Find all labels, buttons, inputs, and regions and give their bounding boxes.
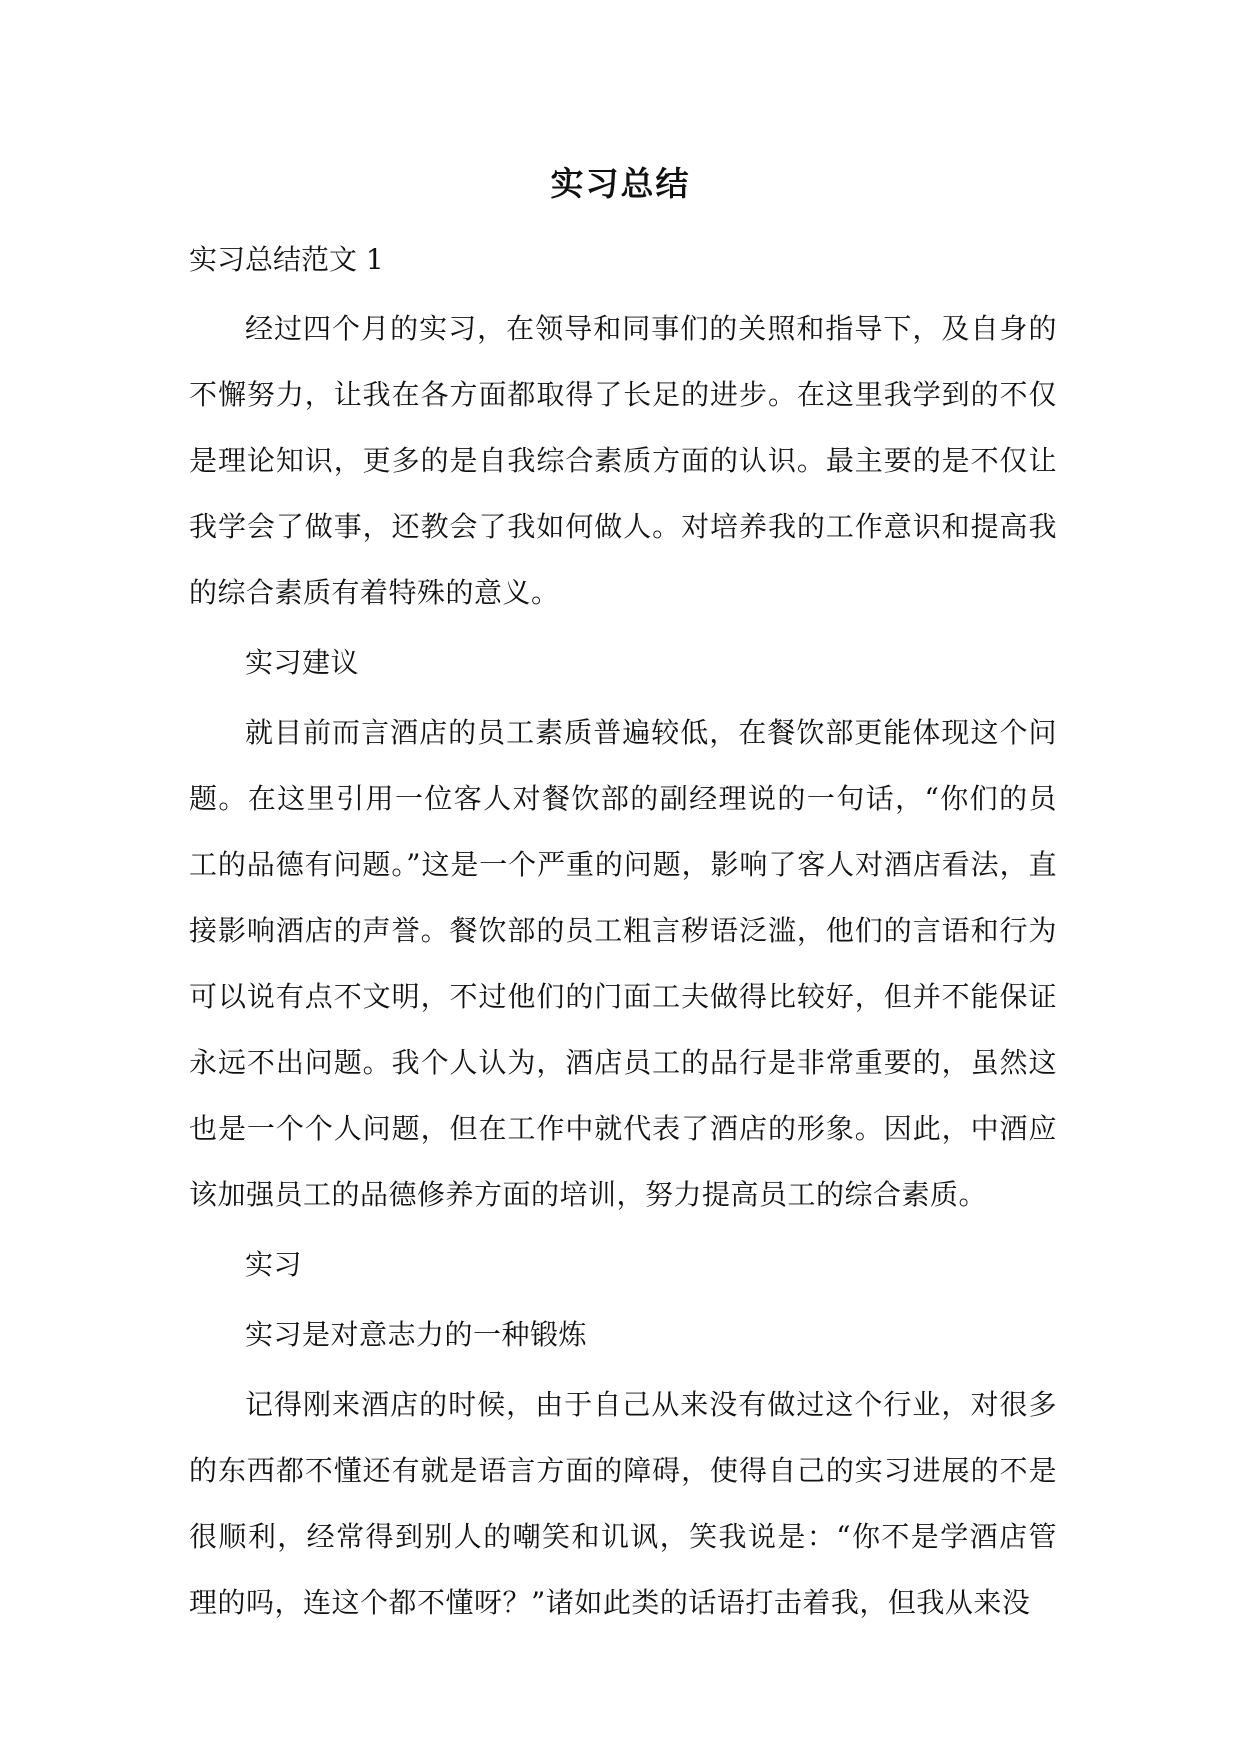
paragraph: 就目前而言酒店的员工素质普遍较低，在餐饮部更能体现这个问题。在这里引用一位客人对餐饮部的副经理说的一句话，“你们的员工的品德有问题。”这是一个严重的问题，影响了客人对酒店看法，直接影响酒店的声誉。餐饮部的员工粗言秽语泛滥，他们的言语和行为可以说有点不文明，不过他们的门面工夫做得比较好，但并不能保证永远不出问题。我个人认为，酒店员工的品行是非常重要的，虽然这也是一个个人问题，但在工作中就代表了酒店的形象。因此，中酒应该加强员工的品德修养方面的培训，努力提高员工的综合素质。	[189, 716, 1057, 1211]
document-body	[189, 228, 1057, 1636]
paragraph: 记得刚来酒店的时候，由于自己从来没有做过这个行业，对很多的东西都不懂还有就是语言方面的障碍，使得自己的实习进展的不是很顺利，经常得到别人的嘲笑和讥讽，笑我说是：“你不是学酒店管理的吗，连这个都不懂呀？”诸如此类的话语打击着我，但我从来没	[189, 1388, 1057, 1619]
section-heading: 实习总结范文 1	[189, 243, 384, 276]
paragraph: 经过四个月的实习，在领导和同事们的关照和指导下，及自身的不懈努力，让我在各方面都取得了长足的进步。在这里我学到的不仅是理论知识，更多的是自我综合素质方面的认识。最主要的是不仅让我学会了做事，还教会了我如何做人。对培养我的工作意识和提高我的综合素质有着特殊的意义。	[189, 312, 1057, 609]
paragraph: 实习	[245, 1248, 303, 1281]
paragraph: 实习建议	[245, 646, 360, 679]
document-title: 实习总结	[550, 164, 691, 203]
paragraph: 实习是对意志力的一种锻炼	[245, 1318, 588, 1351]
